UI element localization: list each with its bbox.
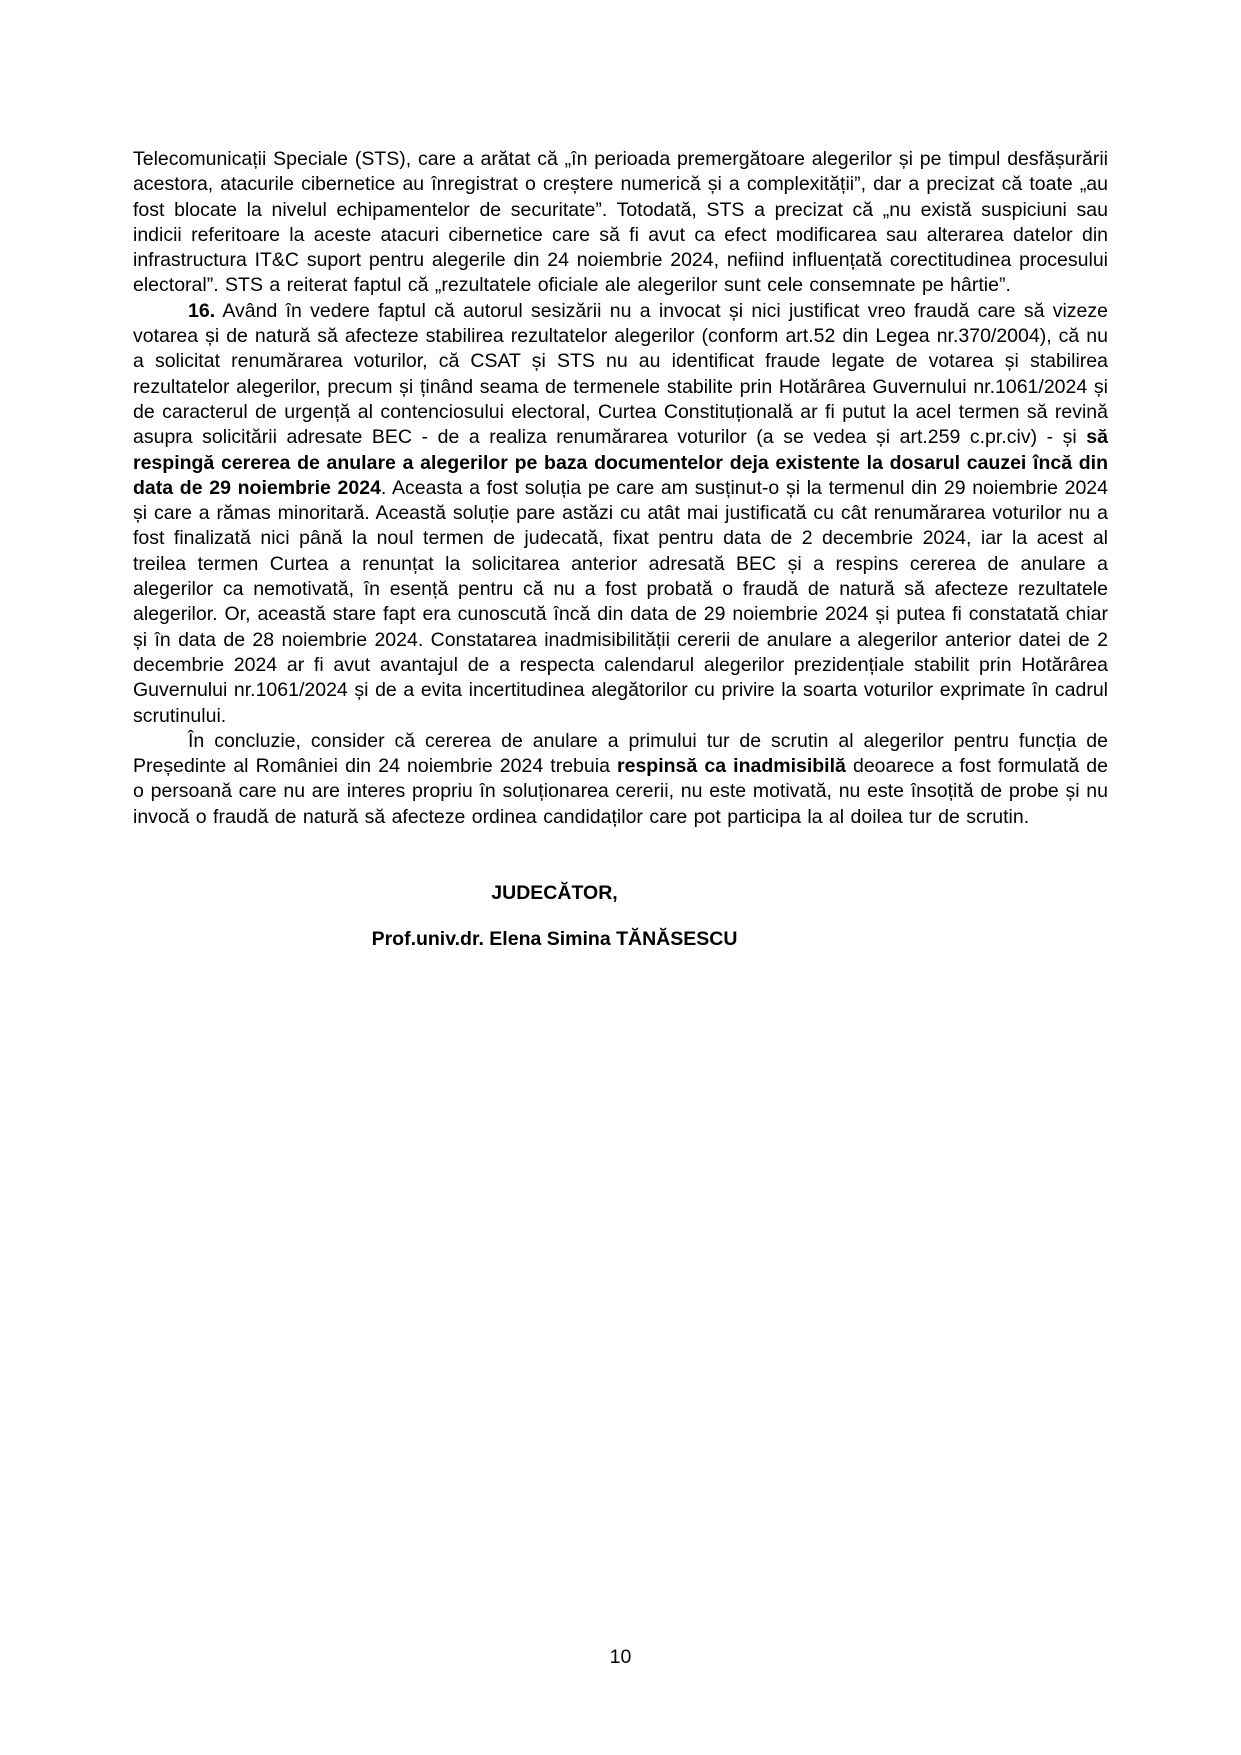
text-run-bold: să respingă cererea de anulare a alegerilor pe baza documentelor deja existente la dosarul cauzei încă din data de 29 noiembrie 2024 bbox=[133, 426, 1108, 499]
text-run-bold: 16. bbox=[188, 299, 216, 322]
paragraph-sts-statement bbox=[133, 147, 1108, 299]
text-run-bold: respinsă ca inadmisibilă bbox=[617, 755, 846, 778]
text-run: Având în vedere faptul că autorul sesizării nu a invocat și nici justificat vreo fraudă care să vizeze votarea și de natură să afecteze stabilirea rezultatelor alegerilor (conform art.52 din Legea nr.370/2004), că nu a solicitat renumărarea voturilor, că CSAT și STS nu au identificat fraude legate de votarea și stabilirea rezultatelor alegerilor, precum și ținând seama de termenele stabilite prin Hotărârea Guvernului nr.1061/2024 și de caracterul de urgență al contenciosului electoral, Curtea Constituțională ar fi putut la acel termen să revină asupra solicitării adresate BEC - de a realiza renumărarea voturilor (a se vedea și art.259 c.pr.civ) - și bbox=[133, 299, 1108, 449]
paragraphs-container bbox=[133, 147, 1108, 830]
page-number: 10 bbox=[609, 1646, 632, 1668]
signature-title: JUDECĂTOR, bbox=[491, 882, 618, 905]
signature-block bbox=[67, 881, 1042, 953]
signature-name: Prof.univ.dr. Elena Simina TĂNĂSESCU bbox=[371, 928, 738, 951]
document-body bbox=[133, 147, 1108, 953]
paragraph-conclusion bbox=[133, 729, 1108, 830]
paragraph-16 bbox=[133, 299, 1108, 729]
text-run: Telecomunicații Speciale (STS), care a arătat că „în perioada premergătoare alegerilor și pe timpul desfășurării acestora, atacurile cibernetice au înregistrat o creștere numerică și a complexității”, dar a precizat că toate „au fost blocate la nivelul echipamentelor de securitate”. Totodată, STS a precizat că „nu există suspiciuni sau indicii referitoare la aceste atacuri cibernetice care să fi avut ca efect modificarea sau alterarea datelor din infrastructura IT&C suport pentru alegerile din 24 noiembrie 2024, nefiind influențată corectitudinea procesului electoral”. STS a reiterat faptul că „rezultatele oficiale ale alegerilor sunt cele consemnate pe hârtie”. bbox=[133, 148, 1108, 297]
text-run: . Aceasta a fost soluția pe care am susținut-o și la termenul din 29 noiembrie 2024 și care a rămas minoritară. Această soluție pare astăzi cu atât mai justificată cu cât renumărarea voturilor nu a fost finalizată nici până la noul termen de judecată, fixat pentru data de 2 decembrie 2024, iar la acest al treilea termen Curtea a renunțat la solicitarea anterior adresată BEC și a respins cererea de anulare a alegerilor ca nemotivată, în esență pentru că nu a fost probată o fraudă de natură să afecteze rezultatele alegerilor. Or, această stare fapt era cunoscută încă din data de 29 noiembrie 2024 și putea fi constatată chiar și în data de 28 noiembrie 2024. Constatarea inadmisibilității cererii de anulare a alegerilor anterior datei de 2 decembrie 2024 ar fi avut avantajul de a respecta calendarul alegerilor prezidențiale stabilit prin Hotărârea Guvernului nr.1061/2024 și de a evita incertitudinea alegătorilor cu privire la soarta voturilor exprimate în cadrul scrutinului. bbox=[133, 476, 1108, 727]
text-run: deoarece a fost formulată de o persoană care nu are interes propriu în soluționarea cererii, nu este motivată, nu este însoțită de probe și nu invocă o fraudă de natură să afecteze ordinea candidaților care pot participa la al doilea tur de scrutin. bbox=[133, 755, 1108, 828]
text-run: În concluzie, consider că cererea de anulare a primului tur de scrutin al alegerilor pentru funcția de Președinte al României din 24 noiembrie 2024 trebuia bbox=[133, 729, 1108, 778]
